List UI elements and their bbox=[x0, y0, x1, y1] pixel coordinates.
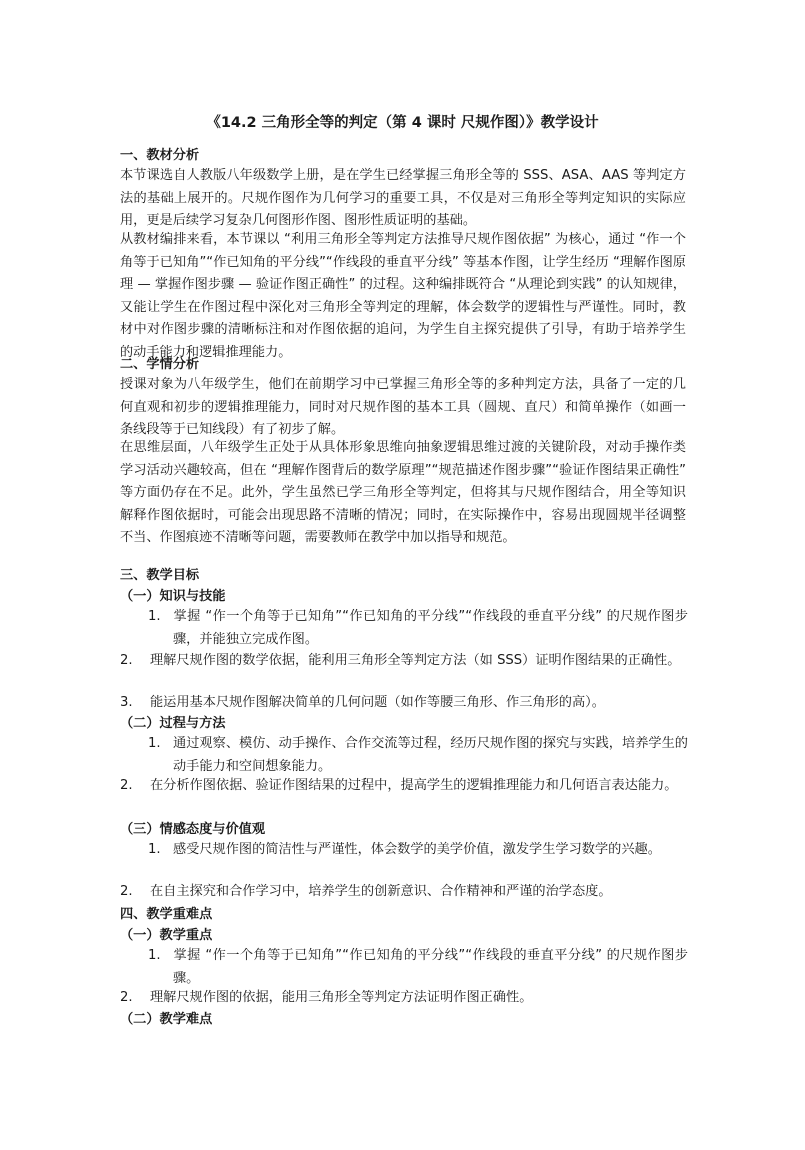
list-item bbox=[120, 881, 688, 904]
list-number: 2. bbox=[120, 778, 133, 793]
paragraph: 授课对象为八年级学生，他们在前期学习中已掌握三角形全等的多种判定方法，具备了一定的几何直观和初步的逻辑推理能力，同时对尺规作图的基本工具（圆规、直尺）和简单操作（如画一条线段等于已知线段）有了初步了解。 bbox=[120, 377, 686, 437]
list-number: 1. bbox=[148, 842, 161, 857]
list-number: 2. bbox=[120, 884, 133, 899]
list-item-text: 理解尺规作图的依据，能用三角形全等判定方法证明作图正确性。 bbox=[150, 990, 533, 1005]
list-item-text: 能运用基本尺规作图解决简单的几何问题（如作等腰三角形、作三角形的高）。 bbox=[150, 695, 605, 710]
list-item bbox=[148, 839, 688, 862]
list-item bbox=[120, 775, 688, 798]
list-item-text: 在自主探究和合作学习中，培养学生的创新意识、合作精神和严谨的治学态度。 bbox=[150, 884, 612, 899]
subsection-heading-key-points: （一）教学重点 bbox=[120, 928, 213, 943]
list-item-text: 掌握 “作一个角等于已知角”“作已知角的平分线”“作线段的垂直平分线” 的尺规作图步骤，并能独立完成作图。 bbox=[173, 609, 688, 647]
list-item-text: 在分析作图依据、验证作图结果的过程中，提高学生的逻辑推理能力和几何语言表达能力。 bbox=[150, 778, 678, 793]
section-heading-textbook-analysis: 一、教材分析 bbox=[120, 148, 200, 163]
subsection-heading-knowledge-skills: （一）知识与技能 bbox=[120, 589, 226, 604]
subsection-heading-emotions-values: （三）情感态度与价值观 bbox=[120, 822, 266, 837]
list-number: 3. bbox=[120, 695, 133, 710]
list-number: 1. bbox=[148, 948, 161, 963]
paragraph: 本节课选自人教版八年级数学上册，是在学生已经掌握三角形全等的 SSS、ASA、AAS 等判定方法的基础上展开的。尺规作图作为几何学习的重要工具，不仅是对三角形全等判定知识的实际应用，更是后续学习复杂几何图形作图、图形性质证明的基础。 bbox=[120, 168, 686, 228]
document-title: 《14.2 三角形全等的判定（第 4 课时 尺规作图）》教学设计 bbox=[206, 115, 599, 131]
section-heading-student-analysis: 二、学情分析 bbox=[120, 357, 200, 372]
list-item bbox=[120, 650, 688, 673]
list-item bbox=[148, 733, 688, 778]
list-item bbox=[120, 987, 688, 1010]
list-item-text: 通过观察、模仿、动手操作、合作交流等过程，经历尺规作图的探究与实践，培养学生的动手能力和空间想象能力。 bbox=[173, 736, 688, 774]
section-heading-teaching-objectives: 三、教学目标 bbox=[120, 568, 200, 583]
list-item bbox=[148, 945, 688, 990]
paragraph: 在思维层面，八年级学生正处于从具体形象思维向抽象逻辑思维过渡的关键阶段，对动手操作类学习活动兴趣较高，但在 “理解作图背后的数学原理”“规范描述作图步骤”“验证作图结果正确性” 等方面仍存在不足。此外，学生虽然已学三角形全等判定，但将其与尺规作图结合，用全等知识解释作图依据时，可能会出现思路不清晰的情况；同时，在实际操作中，容易出现圆规半径调整不当、作图痕迹不清晰等问题，需要教师在教学中加以指导和规范。 bbox=[120, 440, 686, 545]
list-item-text: 感受尺规作图的简洁性与严谨性，体会数学的美学价值，激发学生学习数学的兴趣。 bbox=[173, 842, 661, 857]
list-item bbox=[148, 606, 688, 651]
list-item bbox=[120, 692, 688, 715]
paragraph: 从教材编排来看，本节课以 “利用三角形全等判定方法推导尺规作图依据” 为核心，通过 “作一个角等于已知角”“作已知角的平分线”“作线段的垂直平分线” 等基本作图，让学生经历 “理解作图原理 — 掌握作图步骤 — 验证作图正确性” 的过程。这种编排既符合 “从理论到实践” 的认知规律，又能让学生在作图过程中深化对三角形全等判定的理解，体会数学的逻辑性与严谨性。同时，教材中对作图步骤的清晰标注和对作图依据的追问，为学生自主探究提供了引导，有助于培养学生的动手能力和逻辑推理能力。 bbox=[120, 232, 686, 360]
list-number: 2. bbox=[120, 653, 133, 668]
list-item-text: 掌握 “作一个角等于已知角”“作已知角的平分线”“作线段的垂直平分线” 的尺规作图步骤。 bbox=[173, 948, 688, 986]
list-number: 2. bbox=[120, 990, 133, 1005]
list-number: 1. bbox=[148, 609, 161, 624]
list-item-text: 理解尺规作图的数学依据，能利用三角形全等判定方法（如 SSS）证明作图结果的正确性。 bbox=[150, 653, 681, 668]
subsection-heading-difficult-points: （二）教学难点 bbox=[120, 1012, 213, 1027]
list-number: 1. bbox=[148, 736, 161, 751]
subsection-heading-process-methods: （二）过程与方法 bbox=[120, 716, 226, 731]
section-heading-key-difficult-points: 四、教学重难点 bbox=[120, 907, 213, 922]
